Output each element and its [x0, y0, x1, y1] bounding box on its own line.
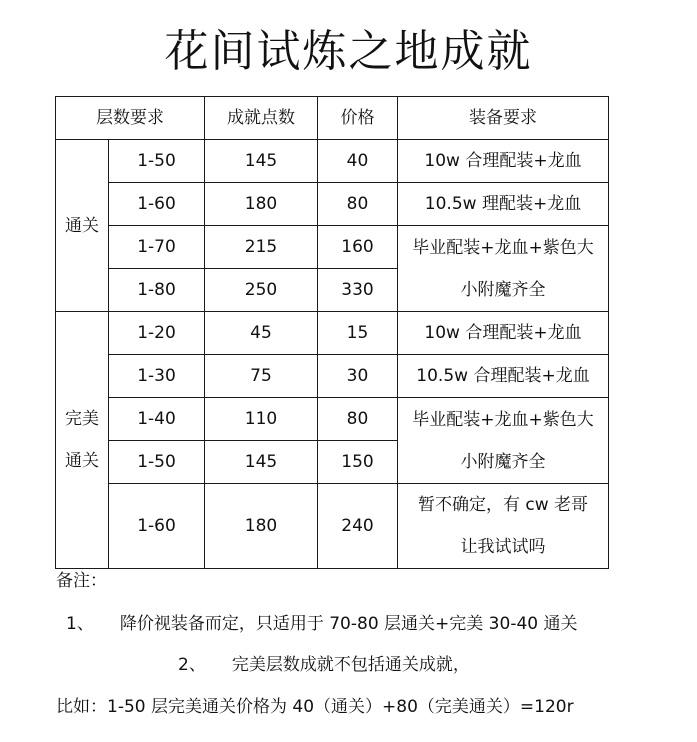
group-label-line: 通关 — [65, 215, 99, 236]
cell-price: 30 — [318, 355, 398, 398]
cell-points: 145 — [205, 441, 318, 484]
cell-range: 1-40 — [109, 398, 205, 441]
header-equipment-requirement: 装备要求 — [398, 97, 609, 140]
note-item-2 — [178, 652, 470, 678]
achievement-table — [55, 96, 609, 569]
cell-points: 45 — [205, 312, 318, 355]
equip-line: 毕业配装+龙血+紫色大 — [412, 237, 594, 258]
cell-range: 1-30 — [109, 355, 205, 398]
table-row — [56, 398, 609, 441]
cell-price: 40 — [318, 140, 398, 183]
cell-points: 250 — [205, 269, 318, 312]
note-item-1 — [66, 611, 577, 637]
header-floor-requirement: 层数要求 — [56, 97, 205, 140]
equip-line: 暂不确定，有 cw 老哥 — [417, 495, 589, 515]
equip-line: 让我试试吗 — [460, 537, 546, 557]
cell-points: 110 — [205, 398, 318, 441]
note-text: 完美层数成就不包括通关成就， — [231, 655, 470, 675]
equip-line: 毕业配装+龙血+紫色大 — [412, 409, 594, 430]
cell-equip: 10w 合理配装+龙血 — [398, 140, 609, 183]
cell-points: 215 — [205, 226, 318, 269]
table-row — [56, 183, 609, 226]
cell-price: 240 — [318, 484, 398, 569]
cell-range: 1-50 — [109, 140, 205, 183]
cell-points: 180 — [205, 484, 318, 569]
notes-label: 备注： — [56, 571, 107, 591]
note-example: 比如：1-50 层完美通关价格为 40（通关）+80（完美通关）=120r — [56, 697, 574, 717]
note-number: 2、 — [178, 655, 206, 675]
equip-line: 小附魔齐全 — [460, 451, 546, 472]
header-price: 价格 — [318, 97, 398, 140]
group-label-perfect-clear — [56, 312, 109, 569]
group-label-line: 完美 — [65, 409, 99, 429]
cell-price: 150 — [318, 441, 398, 484]
cell-range: 1-80 — [109, 269, 205, 312]
note-text: 降价视装备而定，只适用于 70-80 层通关+完美 30-40 通关 — [119, 614, 578, 634]
cell-price: 80 — [318, 398, 398, 441]
cell-price: 160 — [318, 226, 398, 269]
table-row — [56, 355, 609, 398]
note-number: 1、 — [66, 614, 94, 634]
group-label-line: 通关 — [65, 451, 99, 471]
cell-points: 145 — [205, 140, 318, 183]
cell-price: 15 — [318, 312, 398, 355]
table-header-row — [56, 97, 609, 140]
header-achievement-points: 成就点数 — [205, 97, 318, 140]
table-row — [56, 226, 609, 269]
cell-equip: 10w 合理配装+龙血 — [398, 312, 609, 355]
cell-equip-merged — [398, 398, 609, 484]
table-row — [56, 312, 609, 355]
cell-equip-merged — [398, 226, 609, 312]
cell-points: 75 — [205, 355, 318, 398]
group-label-clear — [56, 140, 109, 312]
cell-range: 1-60 — [109, 183, 205, 226]
cell-equip: 10.5w 理配装+龙血 — [398, 183, 609, 226]
cell-range: 1-70 — [109, 226, 205, 269]
cell-range: 1-60 — [109, 484, 205, 569]
cell-points: 180 — [205, 183, 318, 226]
cell-range: 1-50 — [109, 441, 205, 484]
page-title: 花间试炼之地成就 — [164, 26, 533, 77]
cell-price: 330 — [318, 269, 398, 312]
cell-price: 80 — [318, 183, 398, 226]
equip-line: 小附魔齐全 — [460, 279, 546, 300]
cell-equip: 10.5w 合理配装+龙血 — [398, 355, 609, 398]
table-row — [56, 140, 609, 183]
table-row — [56, 484, 609, 569]
cell-range: 1-20 — [109, 312, 205, 355]
cell-equip-two-line — [398, 484, 609, 569]
